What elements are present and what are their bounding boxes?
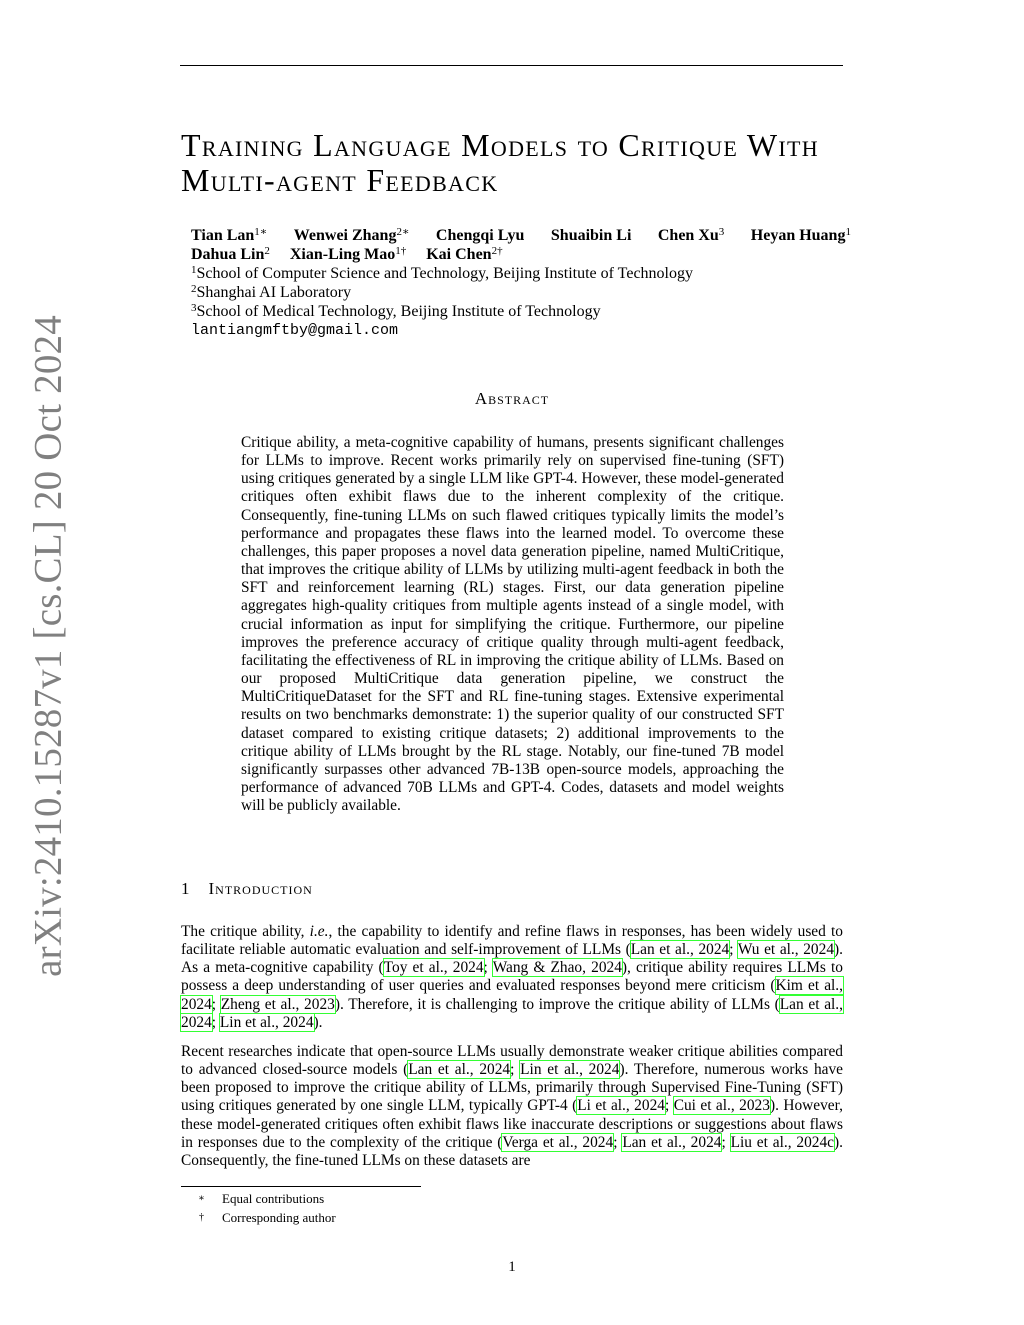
contact-email[interactable]: lantiangmftby@gmail.com bbox=[191, 322, 399, 339]
citation-link[interactable]: Verga et al., 2024 bbox=[502, 1133, 614, 1151]
citation-link[interactable]: Li et al., 2024 bbox=[577, 1097, 665, 1115]
footnote bbox=[181, 1189, 336, 1208]
citation-link[interactable]: Zheng et al., 2023 bbox=[220, 995, 335, 1013]
citation-link[interactable]: Wu et al., 2024 bbox=[737, 941, 835, 959]
affiliation: $^2$Shanghai AI Laboratory bbox=[191, 283, 352, 301]
page-number: 1 bbox=[508, 1259, 516, 1275]
citation-link[interactable]: Lin et al., 2024 bbox=[219, 1013, 314, 1031]
affiliation: $^1$School of Computer Science and Technology, Beijing Institute of Technology bbox=[191, 264, 693, 282]
author-name: Chengqi Lyu bbox=[435, 227, 525, 244]
section-title: Introduction bbox=[208, 879, 313, 898]
footnote-text: Corresponding author bbox=[222, 1210, 336, 1225]
author-name: Wenwei Zhang$^{2∗}$ bbox=[293, 226, 410, 244]
intro-paragraph-2: Recent researches indicate that open-source LLMs usually demonstrate weaker critique abilities compared to advanced closed-source models (Lan et al., 2024; Lin et al., 2024). Therefore, numerous works have been proposed to improve the critique ability of LLMs, primarily through Supervised Fine-Tuning (SFT) using critiques generated by one single LLM, typically GPT-4 (Li et al., 2024; Cui et al., 2023). However, these model-generated critiques often exhibit flaws like inaccurate descriptions or suggestions about flaws in responses due to the complexity of the critique (Verga et al., 2024; Lan et al., 2024; Liu et al., 2024c). Consequently, the fine-tuned LLMs on these datasets are bbox=[181, 1043, 844, 1169]
citation-link[interactable]: Lin et al., 2024 bbox=[520, 1061, 620, 1079]
author-line-1 bbox=[191, 226, 851, 245]
citation-link[interactable]: Kim et al., 2024 bbox=[181, 977, 844, 1013]
citation-link[interactable]: Lan et al., 2024 bbox=[408, 1061, 511, 1079]
author-block bbox=[191, 226, 851, 340]
citation-link[interactable]: Toy et al., 2024 bbox=[383, 959, 484, 977]
footnotes bbox=[181, 1189, 336, 1227]
abstract-text: Critique ability, a meta-cognitive capability of humans, presents significant challenges for LLMs to improve. Recent works primarily rely on supervised fine-tuning (SFT) using critiques generated by a single LLM like GPT-4. However, these model-generated critiques often exhibit flaws due to the inherent complexity of the critique. Consequently, fine-tuning LLMs on such flawed critiques typically limits the model’s performance and propagates these flaws into the learned model. To overcome these challenges, this paper proposes a novel data generation pipeline, named MultiCritique, that improves the critique ability of LLMs by utilizing multi-agent feedback in both the SFT and reinforcement learning (RL) stages. First, our data generation pipeline aggregates high-quality critiques from multiple agents instead of a single model, with crucial information as input for simplifying the critique. Furthermore, our pipeline improves the preference accuracy of critique quality through multi-agent feedback, facilitating the effectiveness of RL in improving the critique ability of LLMs. Based on our proposed MultiCritique data generation pipeline, we construct the MultiCritiqueDataset for the SFT and RL fine-tuning stages. Extensive experimental results on two benchmarks demonstrate: 1) the superior quality of our constructed SFT dataset compared to existing critique datasets; 2) additional improvements to the critique ability of LLMs brought by the RL stage. Notably, our fine-tuned 7B model significantly surpasses other advanced 7B-13B open-source models, approaching the performance of advanced 70B LLMs and GPT-4. Codes, datasets and model weights will be publicly available. bbox=[241, 434, 784, 815]
citation-link[interactable]: Lan et al., 2024 bbox=[181, 995, 843, 1031]
intro-paragraph-1: The critique ability, i.e., the capability to identify and refine flaws in responses, has been widely used to facilitate reliable automatic evaluation and self-improvement of LLMs (Lan et al., 2024; Wu et al., 2024). As a meta-cognitive capability (Toy et al., 2024; Wang & Zhao, 2024), critique ability requires LLMs to possess a deep understanding of user queries and evaluated responses beyond mere criticism (Kim et al., 2024; Zheng et al., 2023). Therefore, it is challenging to improve the critique ability of LLMs (Lan et al., 2024; Lin et al., 2024). bbox=[181, 923, 844, 1031]
author-name: Xian-Ling Mao$^{1\dagger}$ bbox=[289, 245, 407, 263]
author-name: Heyan Huang$^1$ bbox=[750, 226, 851, 244]
abstract-heading: Abstract bbox=[474, 389, 550, 408]
footnote-rule bbox=[181, 1186, 421, 1187]
citation-link[interactable]: Liu et al., 2024c bbox=[730, 1133, 835, 1151]
footnote bbox=[181, 1208, 336, 1227]
author-name: Shuaibin Li bbox=[550, 227, 632, 244]
citation-link[interactable]: Lan et al., 2024 bbox=[622, 1133, 722, 1151]
paper-title: Training Language Models to Critique With Multi-agent Feedback bbox=[181, 127, 819, 198]
author-line-2 bbox=[191, 245, 851, 264]
author-name: Chen Xu$^3$ bbox=[657, 226, 725, 244]
citation-link[interactable]: Wang & Zhao, 2024 bbox=[492, 959, 622, 977]
footnote-mark: ∗ bbox=[198, 1193, 205, 1204]
section-heading-introduction bbox=[181, 879, 313, 899]
arxiv-identifier[interactable]: arXiv:2410.15287v1 [cs.CL] 20 Oct 2024 bbox=[26, 315, 70, 977]
author-name: Tian Lan$^{1∗}$ bbox=[191, 226, 268, 244]
footnote-mark: † bbox=[199, 1212, 204, 1223]
section-number: 1 bbox=[181, 879, 191, 898]
author-name: Dahua Lin$^2$ bbox=[191, 245, 270, 263]
citation-link[interactable]: Lan et al., 2024 bbox=[630, 941, 730, 959]
affiliation: $^3$School of Medical Technology, Beijing Institute of Technology bbox=[191, 302, 601, 320]
top-rule bbox=[180, 65, 843, 66]
footnote-text: Equal contributions bbox=[222, 1191, 325, 1206]
citation-link[interactable]: Cui et al., 2023 bbox=[673, 1097, 770, 1115]
author-name: Kai Chen$^{2\dagger}$ bbox=[426, 245, 503, 263]
